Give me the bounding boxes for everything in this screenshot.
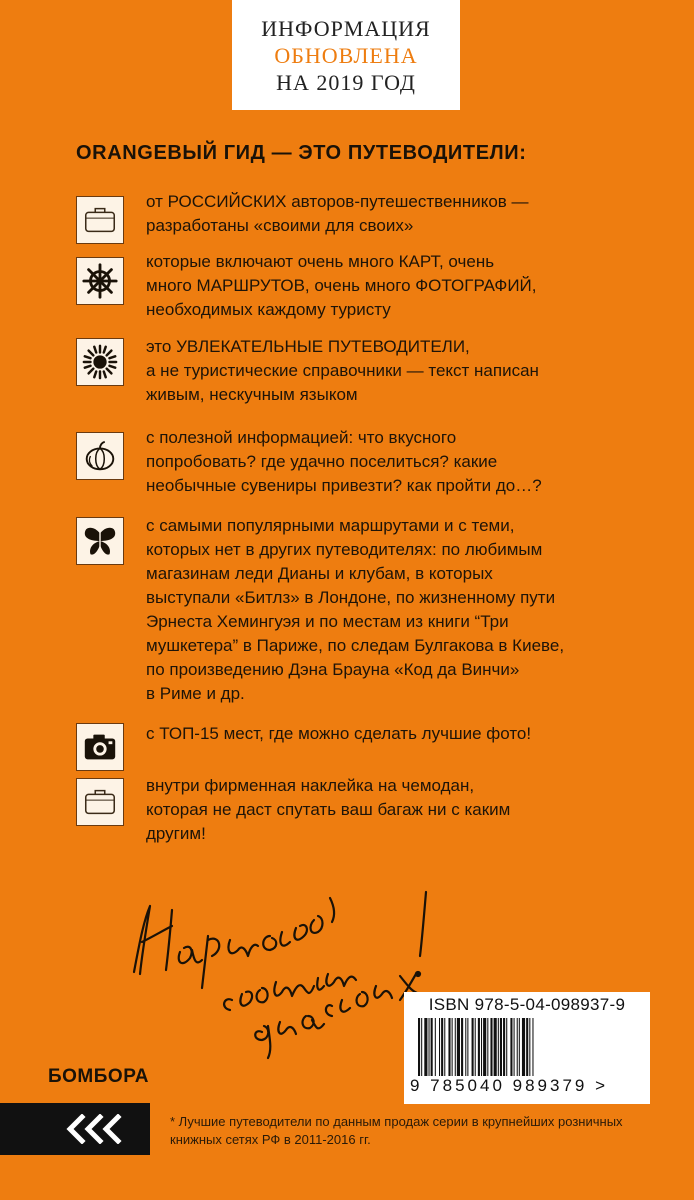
barcode-bar: [514, 1018, 515, 1076]
feature-line: с ТОП-15 мест, где можно сделать лучшие фото!: [146, 724, 532, 743]
barcode-bar: [498, 1018, 499, 1076]
handwritten-signature: [120, 870, 440, 1060]
feature-text: [146, 774, 626, 846]
feature-text: [146, 426, 626, 498]
barcode-bar: [424, 1018, 427, 1076]
feature-text: [146, 190, 626, 238]
barcode-bar: [421, 1018, 422, 1076]
isbn-barcode: [404, 992, 650, 1104]
barcode-bar: [500, 1018, 502, 1076]
feature-line: внутри фирменная наклейка на чемодан,: [146, 776, 475, 795]
feature-line: магазинам леди Дианы и клубам, в которых: [146, 564, 493, 583]
barcode-bar: [478, 1018, 480, 1076]
feature-line: с самыми популярными маршрутами и с теми,: [146, 516, 515, 535]
ship-wheel-icon: [76, 257, 124, 305]
barcode-bar: [481, 1018, 482, 1076]
barcode-bar: [472, 1018, 474, 1076]
publisher-logo: БОМБОРА: [48, 1066, 149, 1087]
barcode-bar: [448, 1018, 450, 1076]
feature-line: которая не даст спутать ваш багаж ни с каким: [146, 800, 511, 819]
feature-text: [146, 250, 626, 322]
footnote-line: * Лучшие путеводители по данным продаж серии в крупнейших розничных: [170, 1114, 623, 1129]
camera-icon: [76, 723, 124, 771]
barcode-bar: [452, 1018, 453, 1076]
feature-line: другим!: [146, 824, 206, 843]
butterfly-icon: [76, 517, 124, 565]
feature-text: [146, 722, 626, 746]
footnote-line: книжных сетях РФ в 2011-2016 гг.: [170, 1132, 371, 1147]
ean-digits: 9 785040 989379 >: [410, 1076, 609, 1095]
barcode-bar: [444, 1018, 445, 1076]
feature-line: разработаны «своими для своих»: [146, 216, 414, 235]
info-line-3: НА 2019 ГОД: [276, 69, 416, 95]
info-line-2: ОБНОВЛЕНА: [274, 42, 418, 68]
feature-line: это УВЛЕКАТЕЛЬНЫЕ ПУТЕВОДИТЕЛИ,: [146, 337, 470, 356]
barcode-bar: [494, 1018, 497, 1076]
barcode-bar: [532, 1018, 533, 1076]
barcode-bar: [465, 1018, 466, 1076]
barcode-bar: [526, 1018, 528, 1076]
feature-line: много МАРШРУТОВ, очень много ФОТОГРАФИЙ,: [146, 276, 537, 295]
footnote: [170, 1113, 650, 1149]
barcode-bar: [487, 1018, 488, 1076]
suitcase-icon: [76, 196, 124, 244]
barcode-bar: [457, 1018, 460, 1076]
barcode-bar: [522, 1018, 525, 1076]
barcode-bar: [439, 1018, 440, 1076]
feature-line: которые включают очень много КАРТ, очень: [146, 252, 495, 271]
feature-line: с полезной информацией: что вкусного: [146, 428, 457, 447]
barcode-bar: [519, 1018, 520, 1076]
headline: ORANGEВЫЙ ГИД — ЭТО ПУТЕВОДИТЕЛИ:: [76, 142, 527, 164]
barcode-bar: [467, 1018, 468, 1076]
feature-line: живым, нескучным языком: [146, 385, 358, 404]
feature-text: [146, 335, 626, 407]
barcode-bars: [418, 1018, 640, 1076]
feature-line: Эрнеста Хемингуэя и по местам из книги “Три: [146, 612, 509, 631]
barcode-bar: [429, 1018, 430, 1076]
barcode-bar: [461, 1018, 463, 1076]
barcode-bar: [510, 1018, 512, 1076]
triple-chevron-icon: [62, 1114, 142, 1144]
feature-line: мушкетера” в Париже, по следам Булгакова в Киеве,: [146, 636, 565, 655]
feature-line: необычные сувениры привезти? как пройти до…?: [146, 476, 542, 495]
sun-icon: [76, 338, 124, 386]
feature-line: по произведению Дэна Брауна «Код да Винчи»: [146, 660, 520, 679]
feature-line: которых нет в других путеводителях: по любимым: [146, 540, 543, 559]
barcode-bar: [506, 1018, 507, 1076]
feature-line: в Риме и др.: [146, 684, 245, 703]
barcode-bar: [483, 1018, 486, 1076]
feature-line: выступали «Битлз» в Лондоне, по жизненному пути: [146, 588, 556, 607]
barcode-bar: [431, 1018, 433, 1076]
barcode-bar: [529, 1018, 530, 1076]
feature-line: от РОССИЙСКИХ авторов-путешественников —: [146, 192, 529, 211]
info-banner: [232, 0, 460, 110]
feature-text: [146, 514, 626, 706]
info-line-1: ИНФОРМАЦИЯ: [261, 15, 431, 41]
series-logo: [0, 1103, 150, 1155]
barcode-bar: [475, 1018, 476, 1076]
feature-line: а не туристические справочники — текст написан: [146, 361, 539, 380]
barcode-bar: [418, 1018, 420, 1076]
barcode-bar: [441, 1018, 443, 1076]
feature-line: необходимых каждому туристу: [146, 300, 391, 319]
suitcase-icon: [76, 778, 124, 826]
barcode-bar: [517, 1018, 518, 1076]
barcode-bar: [455, 1018, 456, 1076]
pumpkin-icon: [76, 432, 124, 480]
feature-line: попробовать? где удачно поселиться? какие: [146, 452, 498, 471]
isbn-label: ISBN 978-5-04-098937-9: [428, 995, 626, 1014]
barcode-bar: [503, 1018, 505, 1076]
barcode-bar: [490, 1018, 492, 1076]
barcode-bar: [435, 1018, 436, 1076]
